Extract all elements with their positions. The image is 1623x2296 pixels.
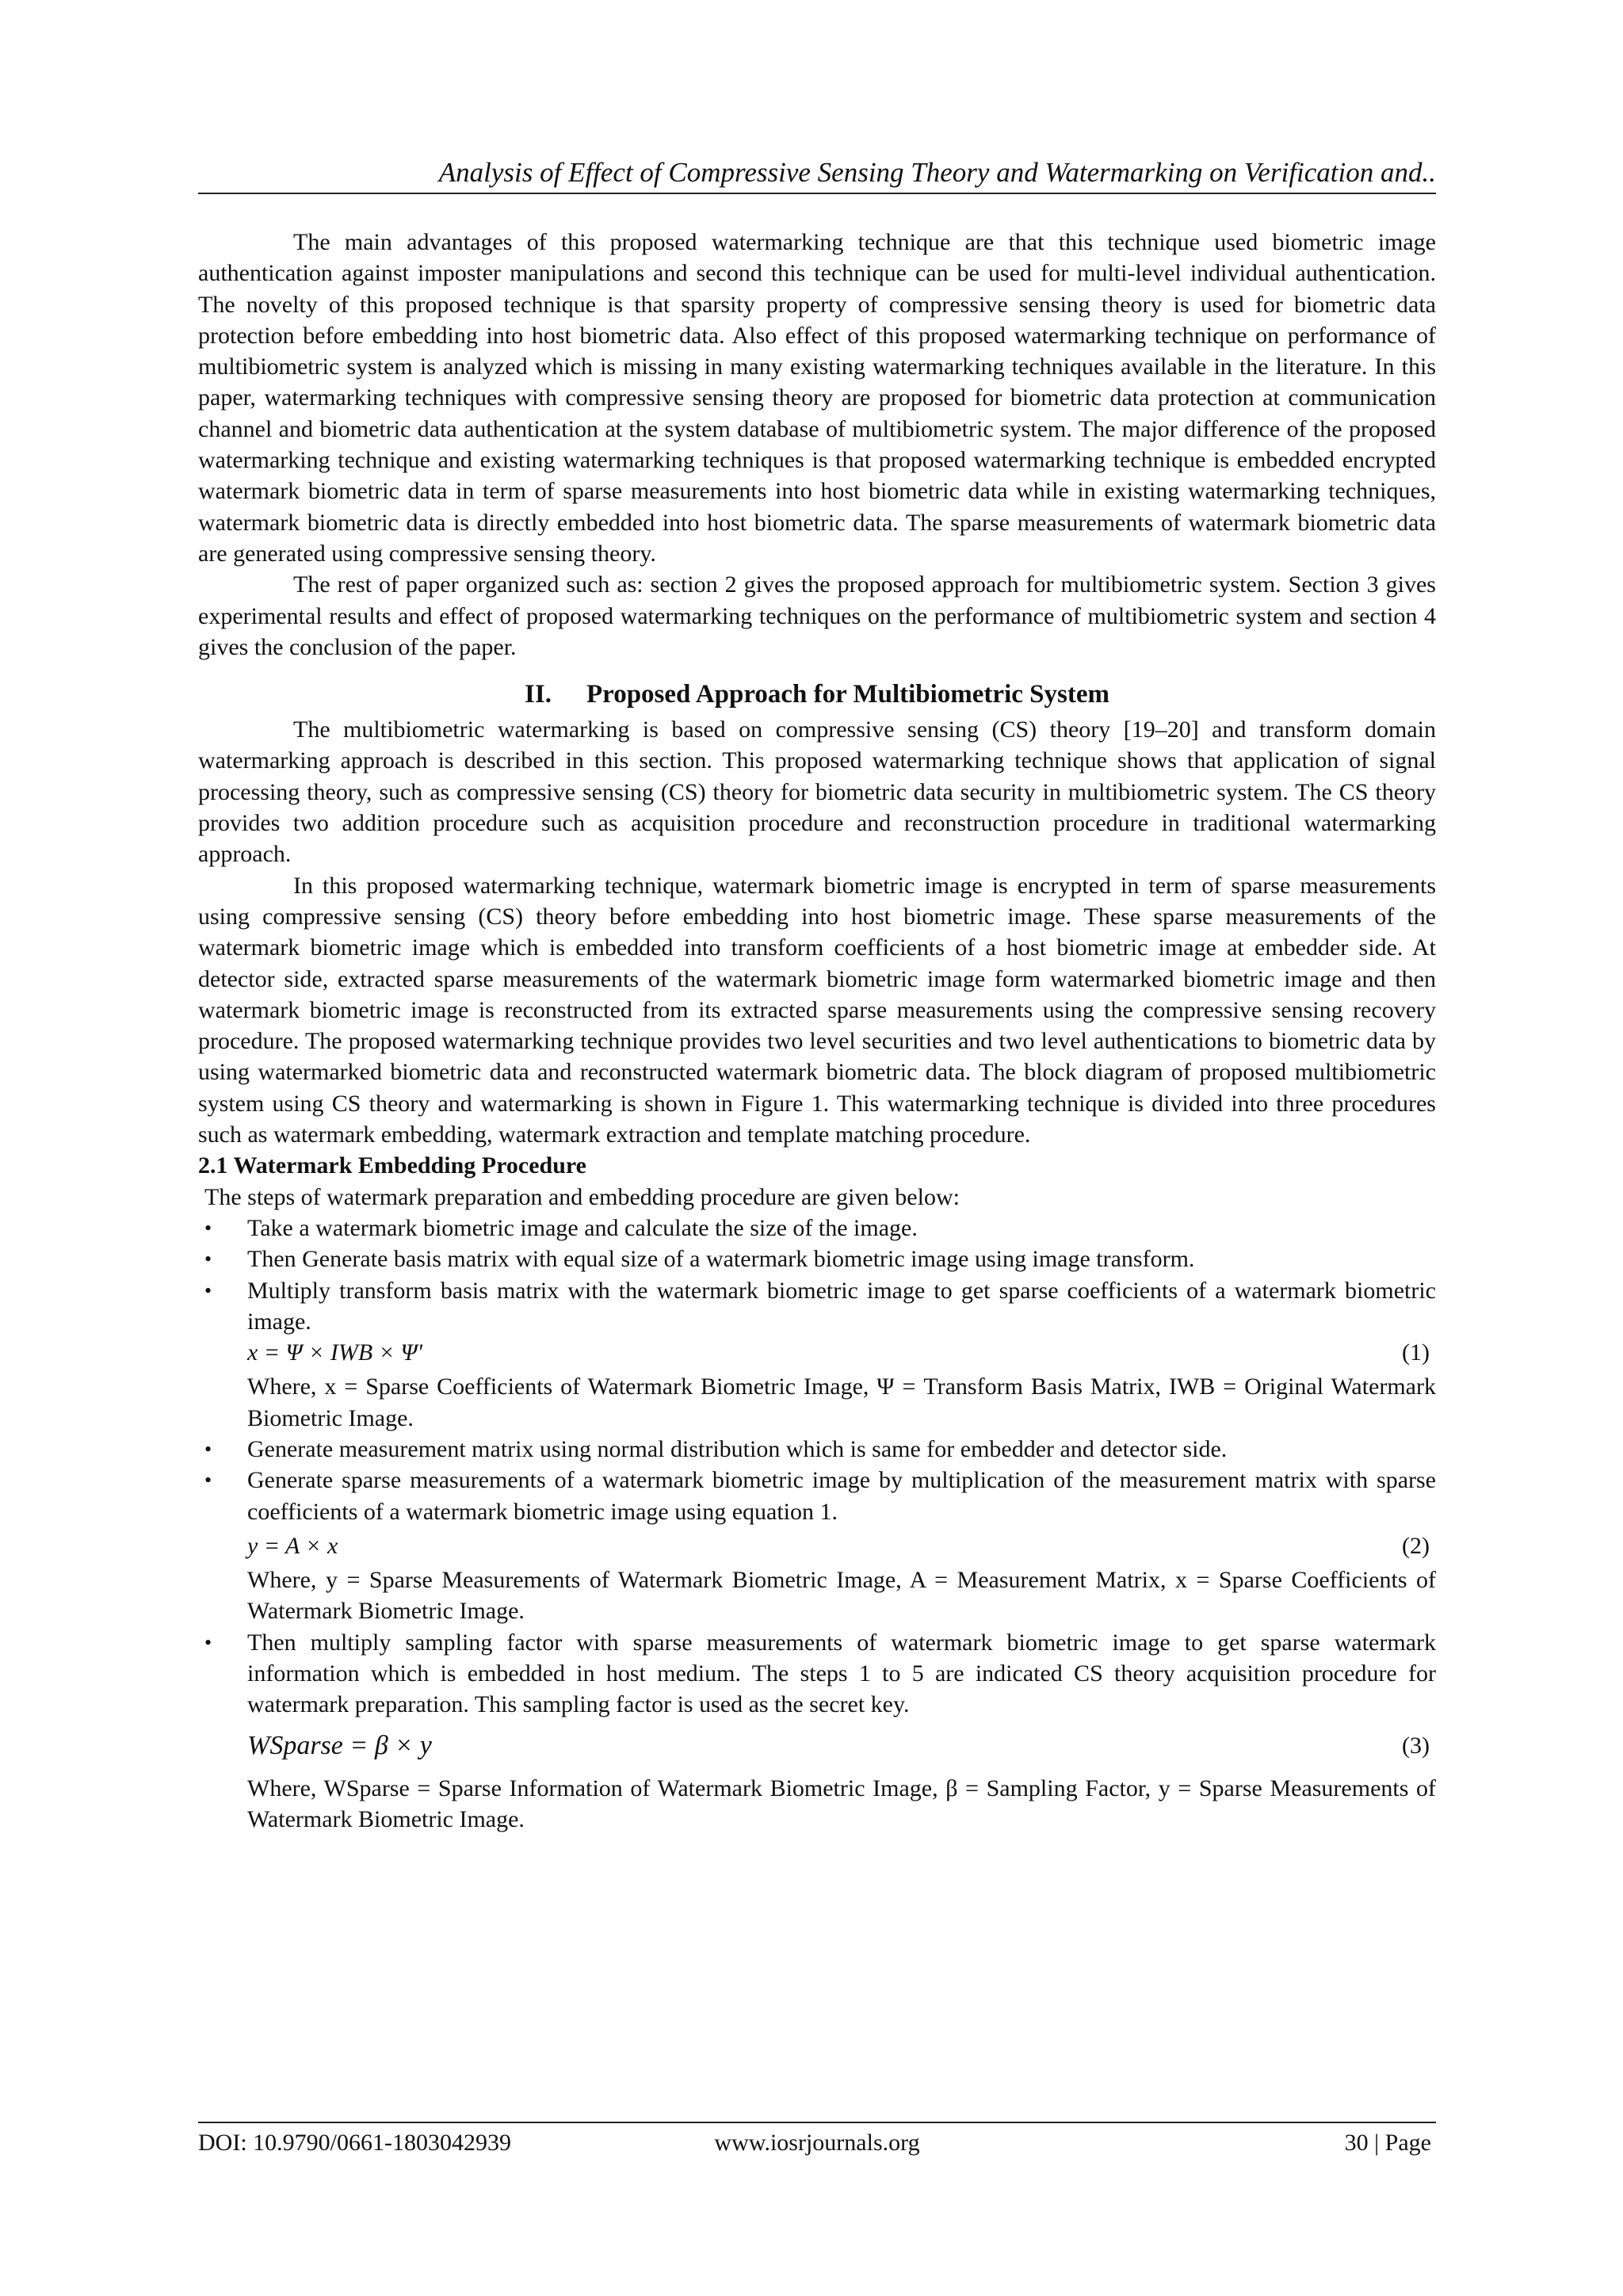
embedding-steps-list xyxy=(198,1213,1436,1835)
step-text: Generate measurement matrix using normal distribution which is same for embedder and detector side. xyxy=(247,1435,1228,1462)
equation-2 xyxy=(247,1530,1436,1561)
list-item xyxy=(198,1627,1436,1835)
step-text: Multiply transform basis matrix with the watermark biometric image to get sparse coefficients of a watermark biometric image. xyxy=(247,1277,1436,1335)
equation-1 xyxy=(247,1337,1436,1368)
section-paragraph-1: The multibiometric watermarking is based on compressive sensing (CS) theory [19–20] and transform domain watermarking approach is described in this section. This proposed watermarking technique shows that application of signal processing theory, such as compressive sensing (CS) theory for biometric data security in multibiometric system. The CS theory provides two addition procedure such as acquisition procedure and reconstruction procedure in traditional watermarking approach. xyxy=(198,716,1436,868)
subsection-heading: 2.1 Watermark Embedding Procedure xyxy=(198,1152,586,1179)
section-paragraph-2: In this proposed watermarking technique, watermark biometric image is encrypted in term of sparse measurements using compressive sensing (CS) theory before embedding into host biometric image. These sparse measurements of the watermark biometric image which is embedded into transform coefficients of a host biometric image at embedder side. At detector side, extracted sparse measurements of the watermark biometric image form watermarked biometric image and then watermark biometric image is reconstructed from its extracted sparse measurements using the compressive sensing recovery procedure. The proposed watermarking technique provides two level securities and two level authentications to biometric data by using watermarked biometric data and reconstructed watermark biometric data. The block diagram of proposed multibiometric system using CS theory and watermarking is shown in Figure 1. This watermarking technique is divided into three procedures such as watermark embedding, watermark extraction and template matching procedure. xyxy=(198,872,1436,1148)
list-item xyxy=(198,1244,1436,1274)
list-item xyxy=(198,1275,1436,1434)
bullet-icon: • xyxy=(204,1469,212,1492)
bullet-icon: • xyxy=(204,1630,212,1654)
equation-3 xyxy=(247,1727,1436,1770)
running-header: Analysis of Effect of Compressive Sensing Theory and Watermarking on Verification and.. xyxy=(438,157,1436,188)
footer-website-link[interactable]: www.iosrjournals.org xyxy=(714,2130,920,2156)
list-item xyxy=(198,1213,1436,1244)
list-item xyxy=(198,1434,1436,1465)
equation-expression: y = A × x xyxy=(247,1532,338,1559)
header-rule xyxy=(198,193,1436,194)
list-item xyxy=(198,1465,1436,1626)
equation-3-where: Where, WSparse = Sparse Information of Watermark Biometric Image, β = Sampling Factor, y = Sparse Measurements of Watermark Biometric Image. xyxy=(247,1775,1436,1832)
equation-2-where: Where, y = Sparse Measurements of Watermark Biometric Image, A = Measurement Matrix, x = Sparse Coefficients of Watermark Biometric Image. xyxy=(247,1567,1436,1625)
intro-paragraph-1: The main advantages of this proposed watermarking technique are that this technique used biometric image authentication against imposter manipulations and second this technique can be used for multi-level individual authentication. The novelty of this proposed technique is that sparsity property of compressive sensing theory is used for biometric data protection before embedding into host biometric data. Also effect of this proposed watermarking technique on performance of multibiometric system is analyzed which is missing in many existing watermarking techniques available in the literature. In this paper, watermarking techniques with compressive sensing theory are proposed for biometric data protection at communication channel and biometric data authentication at the system database of multibiometric system. The major difference of the proposed watermarking technique and existing watermarking techniques is that proposed watermarking technique is embedded encrypted watermark biometric data in term of sparse measurements into host biometric data while in existing watermarking techniques, watermark biometric data is directly embedded into host biometric data. The sparse measurements of watermark biometric data are generated using compressive sensing theory. xyxy=(198,229,1436,567)
footer-rule xyxy=(198,2122,1436,2123)
step-text: Generate sparse measurements of a watermark biometric image by multiplication of the measurement matrix with sparse coefficients of a watermark biometric image using equation 1. xyxy=(247,1467,1436,1525)
section-number: II. xyxy=(525,680,552,709)
bullet-icon: • xyxy=(204,1278,212,1302)
intro-paragraph-2: The rest of paper organized such as: section 2 gives the proposed approach for multibiometric system. Section 3 gives experimental results and effect of proposed watermarking techniques on the performance of multibiometric system and section 4 gives the conclusion of the paper. xyxy=(198,571,1436,660)
bullet-icon: • xyxy=(204,1216,212,1240)
equation-number: (1) xyxy=(1402,1339,1430,1366)
page-body xyxy=(198,227,1436,1835)
equation-number: (3) xyxy=(1402,1732,1430,1759)
subsection-intro: The steps of watermark preparation and embedding procedure are given below: xyxy=(204,1183,960,1210)
equation-number: (2) xyxy=(1402,1532,1430,1559)
section-heading xyxy=(198,678,1436,711)
step-text: Then Generate basis matrix with equal size of a watermark biometric image using image transform. xyxy=(247,1246,1195,1273)
equation-expression: WSparse = β × y xyxy=(247,1730,432,1760)
equation-1-where: Where, x = Sparse Coefficients of Watermark Biometric Image, Ψ = Transform Basis Matrix, IWB = Original Watermark Biometric Image. xyxy=(247,1373,1436,1431)
bullet-icon: • xyxy=(204,1247,212,1271)
step-text: Take a watermark biometric image and calculate the size of the image. xyxy=(247,1214,918,1241)
footer-page-number: 30 | Page xyxy=(1344,2130,1431,2156)
equation-expression: x = Ψ × IWB × Ψ' xyxy=(247,1339,422,1366)
paper-page xyxy=(198,0,1436,2296)
bullet-icon: • xyxy=(204,1437,212,1461)
section-title: Proposed Approach for Multibiometric System xyxy=(586,680,1109,709)
footer-doi: DOI: 10.9790/0661-1803042939 xyxy=(198,2130,511,2156)
step-text: Then multiply sampling factor with sparse measurements of watermark biometric image to get sparse watermark information which is embedded in host medium. The steps 1 to 5 are indicated CS theory acquisition procedure for watermark preparation. This sampling factor is used as the secret key. xyxy=(247,1629,1436,1718)
